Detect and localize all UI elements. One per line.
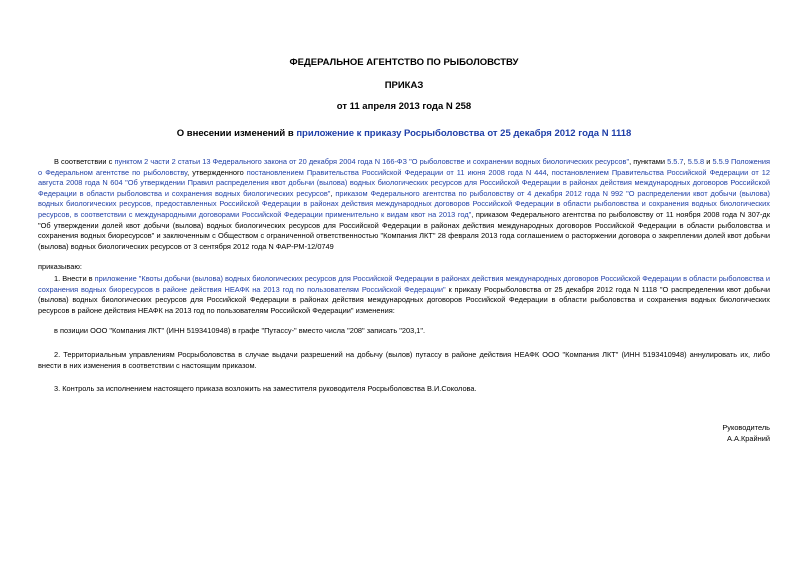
preamble-link-law-166[interactable]: пунктом 2 части 2 статьи 13 Федерального закона от 20 декабря 2004 года N 166-ФЗ "О рыболовстве и сохранении водных биологических ресурсов" bbox=[114, 157, 630, 166]
item-1-text-1: 1. Внести в bbox=[54, 274, 95, 283]
item-1-link-appendix[interactable]: приложение "Квоты добычи (вылова) водных биологических ресурсов для Российской Федерации в районах действия международных договоров Российской Федерации в области рыболовства и сохранения водных биоресурсов в районе действия НЕАФК на 2013 год по пользователям Российской Федерации" bbox=[38, 274, 770, 294]
item-1-sub-paragraph: в позиции ООО "Компания ЛКТ" (ИНН 5193410948) в графе "Путассу-" вместо числа "208" записать "203,1". bbox=[54, 326, 426, 335]
preamble-text-3: , bbox=[683, 157, 688, 166]
item-2-paragraph: 2. Территориальным управлениям Росрыболовства в случае выдачи разрешений на добычу (вылов) путассу в районе действия НЕАФК ООО "Компания ЛКТ" (ИНН 5193410948) аннулировать их, либо внести в них изменения в соответствии с настоящим приказом. bbox=[38, 350, 770, 370]
preamble-paragraph bbox=[38, 157, 770, 252]
date-number-heading: от 11 апреля 2013 года N 258 bbox=[336, 101, 472, 112]
subject-prefix: О внесении изменений в bbox=[176, 128, 297, 139]
preamble-text-1: В соответствии с bbox=[54, 157, 115, 166]
preamble-text-6: , bbox=[546, 167, 552, 177]
preamble-link-decree-444[interactable]: постановлением Правительства Российской Федерации от 11 июня 2008 года N 444 bbox=[246, 167, 547, 177]
item-1-paragraph bbox=[38, 274, 770, 316]
subject-heading bbox=[38, 128, 770, 140]
preamble-text-7: , bbox=[330, 188, 336, 198]
item-3-paragraph: 3. Контроль за исполнением настоящего приказа возложить на заместителя руководителя Росрыболовства В.И.Соколова. bbox=[54, 384, 477, 393]
preamble-text-2: , пунктами bbox=[629, 157, 668, 166]
preamble-text-5: , утвержденного bbox=[187, 167, 247, 177]
preamble-text-4: и bbox=[704, 157, 713, 166]
preamble-link-5-5-7[interactable]: 5.5.7 bbox=[667, 157, 684, 166]
preamble-link-decree-604[interactable]: постановлением Правительства Российской Федерации от 12 августа 2008 года N 604 "Об утверждении Правил распределения квот добычи (вылова) водных биологических ресурсов для Российской Федерации в районах действия международных договоров Российской Федерации в области рыболовства и сохранения водных биологических ресурсов" bbox=[38, 167, 771, 198]
item-1-text-2: к приказу Росрыболовства от 25 декабря 2012 года N 1118 "О распределении квот добычи (вылова) водных биологических ресурсов для Российской Федерации в районах действия международных договоров Российской Федерации в области рыболовства и сохранения водных биологических ресурсов в районе действия НЕАФК на 2013 год по пользователям Российской Федерации" изменения: bbox=[38, 284, 771, 315]
preamble-link-order-992[interactable]: приказом Федерального агентства по рыболовству от 4 декабря 2012 года N 992 "О распределении квот добычи (вылова) водных биологических ресурсов, предоставленных Российской Федерации в районах действия международных договоров Российской Федерации в области рыболовства и сохранения водных биологических ресурсов, в соответствии с международными договорами Российской Федерации применительно к видам квот на 2013 год" bbox=[38, 188, 770, 219]
signature-title: Руководитель bbox=[722, 423, 770, 432]
preamble-link-regulation[interactable]: 5.5.9 Положения о Федеральном агентстве по рыболовству bbox=[38, 157, 770, 177]
signature-name: А.А.Крайний bbox=[727, 434, 770, 443]
preamble-text-8: , приказом Федерального агентства по рыболовству от 11 ноября 2008 года N 307-дк "Об утверждении долей квот добычи (вылова) водных биологических ресурсов для Российской Федерации в районах действия международных договоров Российской Федерации в области рыболовства и сохранения водных биоресурсов" и заключенным с Обществом с ограниченной ответственностью "Компания ЛКТ" 28 февраля 2013 года соглашением о расторжении договора о закреплении долей квот добычи (вылова) водных биологических ресурсов от 3 сентября 2012 года N ФАР-РМ-12/0749 bbox=[38, 209, 770, 251]
subject-link[interactable]: приложение к приказу Росрыболовства от 25 декабря 2012 года N 1118 bbox=[296, 128, 632, 139]
document-type-heading: ПРИКАЗ bbox=[384, 80, 424, 91]
order-word: приказываю: bbox=[38, 262, 82, 271]
agency-heading: ФЕДЕРАЛЬНОЕ АГЕНТСТВО ПО РЫБОЛОВСТВУ bbox=[289, 57, 519, 68]
preamble-link-5-5-8[interactable]: 5.5.8 bbox=[687, 157, 705, 166]
